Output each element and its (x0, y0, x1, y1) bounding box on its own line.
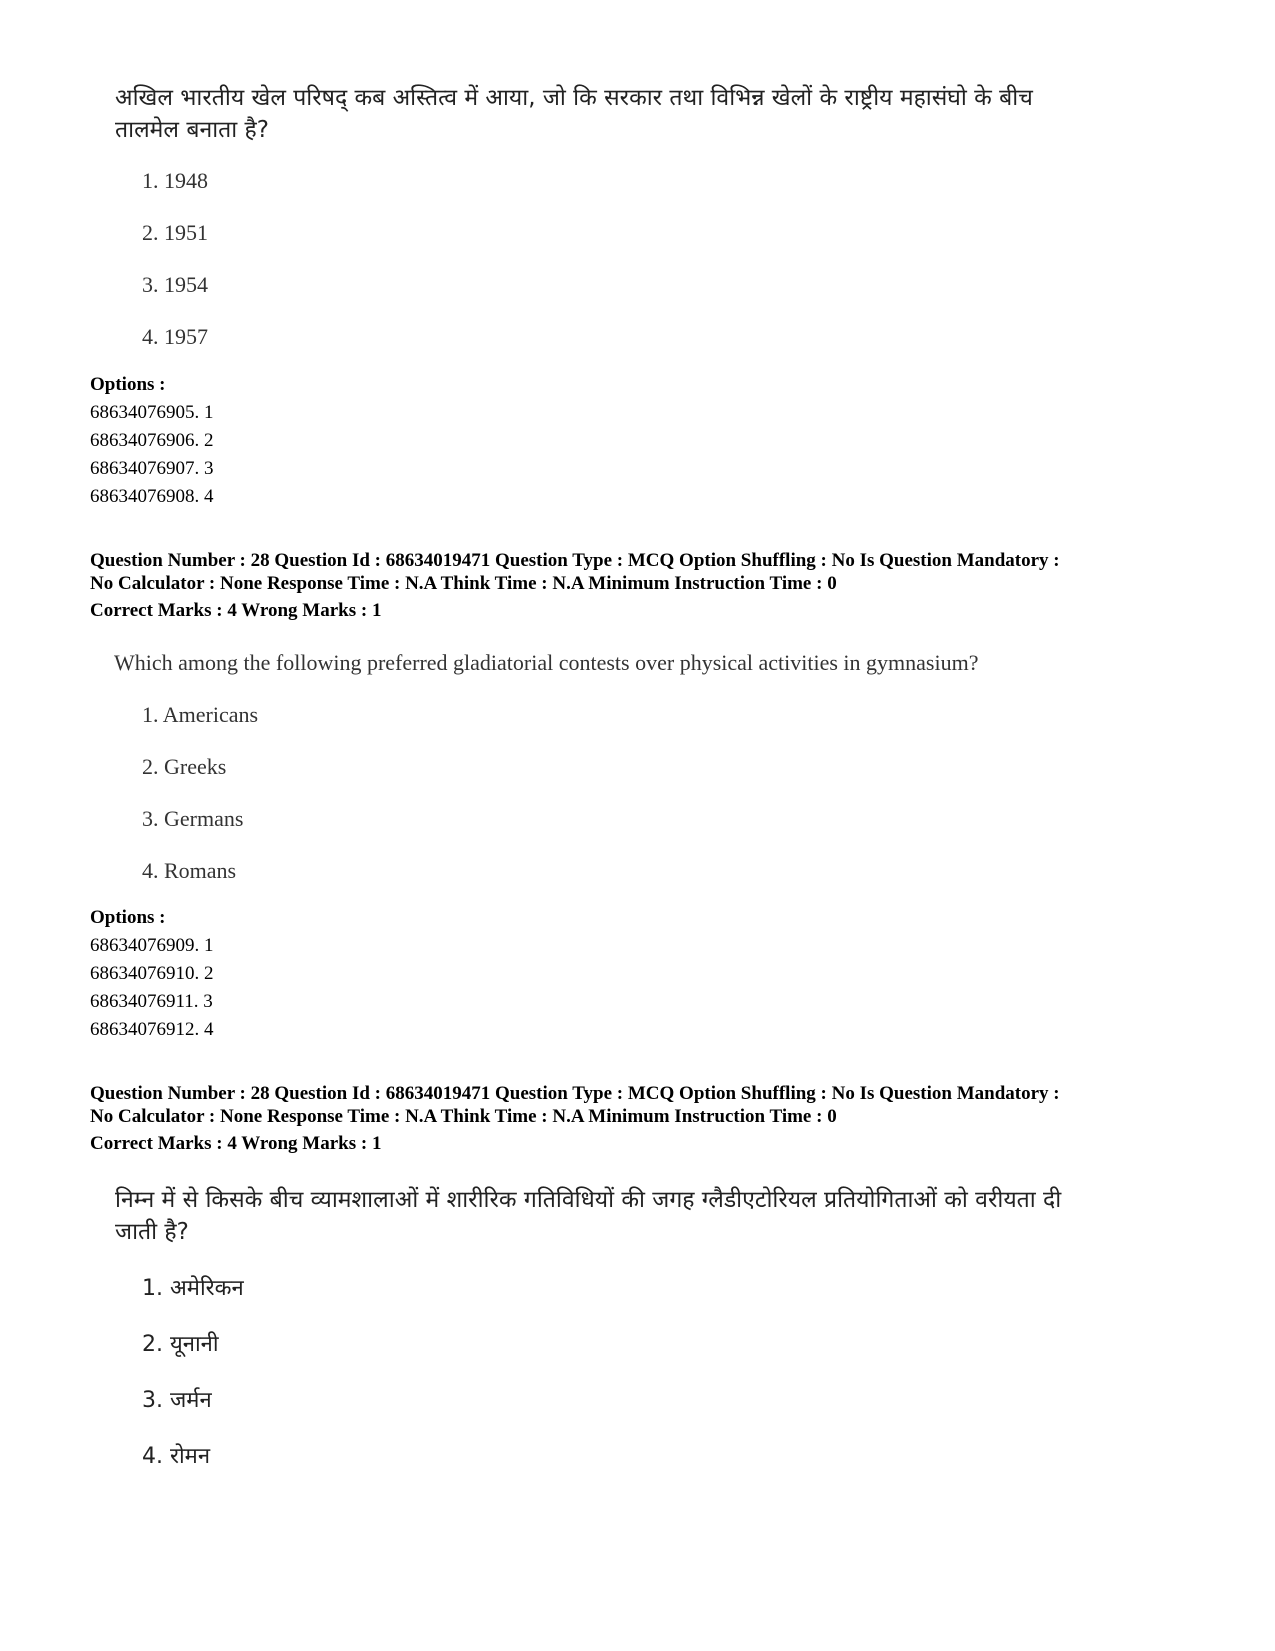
choice-2: 2. यूनानी (142, 1332, 219, 1357)
choice-2: 2. 1951 (142, 220, 208, 245)
question-meta-line: Question Number : 28 Question Id : 68634019471 Question Type : MCQ Option Shuffling : No Is Question Mandatory : (90, 1083, 1060, 1104)
marks-line: Correct Marks : 4 Wrong Marks : 1 (90, 600, 382, 621)
question-text: Which among the following preferred gladiatorial contests over physical activities in gymnasium? (114, 650, 979, 675)
choice-1: 1. 1948 (142, 168, 208, 193)
option-id: 68634076906. 2 (90, 430, 214, 451)
question-line: अखिल भारतीय खेल परिषद् कब अस्तित्व में आया, जो कि सरकार तथा विभिन्न खेलों के राष्ट्रीय महासंघो के बीच (115, 85, 1033, 111)
option-id: 68634076905. 1 (90, 402, 214, 423)
question-line: निम्न में से किसके बीच व्यामशालाओं में शारीरिक गतिविधियों की जगह ग्लैडीएटोरियल प्रतियोगिताओं को वरीयता दी (115, 1187, 1062, 1213)
option-id: 68634076912. 4 (90, 1019, 214, 1040)
question-line: तालमेल बनाता है? (115, 117, 269, 143)
choice-3: 3. 1954 (142, 272, 208, 297)
option-id: 68634076907. 3 (90, 458, 214, 479)
options-label: Options : (90, 907, 166, 928)
option-id: 68634076909. 1 (90, 935, 214, 956)
choice-4: 4. Romans (142, 858, 237, 883)
choice-4: 4. 1957 (142, 324, 208, 349)
choice-1: 1. Americans (142, 702, 259, 727)
option-id: 68634076911. 3 (90, 991, 213, 1012)
question-text-hindi (115, 82, 1175, 146)
option-id: 68634076908. 4 (90, 486, 214, 507)
question-meta-line: Question Number : 28 Question Id : 68634019471 Question Type : MCQ Option Shuffling : No Is Question Mandatory : (90, 550, 1060, 571)
options-label: Options : (90, 374, 166, 395)
choice-4: 4. रोमन (142, 1444, 211, 1469)
question-meta-line: No Calculator : None Response Time : N.A Think Time : N.A Minimum Instruction Time : 0 (90, 573, 837, 594)
choice-1: 1. अमेरिकन (142, 1276, 244, 1301)
option-id: 68634076910. 2 (90, 963, 214, 984)
choice-3: 3. जर्मन (142, 1388, 212, 1413)
choice-2: 2. Greeks (142, 754, 227, 779)
choice-3: 3. Germans (142, 806, 244, 831)
question-text-hindi (115, 1184, 1195, 1248)
marks-line: Correct Marks : 4 Wrong Marks : 1 (90, 1133, 382, 1154)
question-line: जाती है? (115, 1219, 189, 1245)
question-meta-line: No Calculator : None Response Time : N.A Think Time : N.A Minimum Instruction Time : 0 (90, 1106, 837, 1127)
